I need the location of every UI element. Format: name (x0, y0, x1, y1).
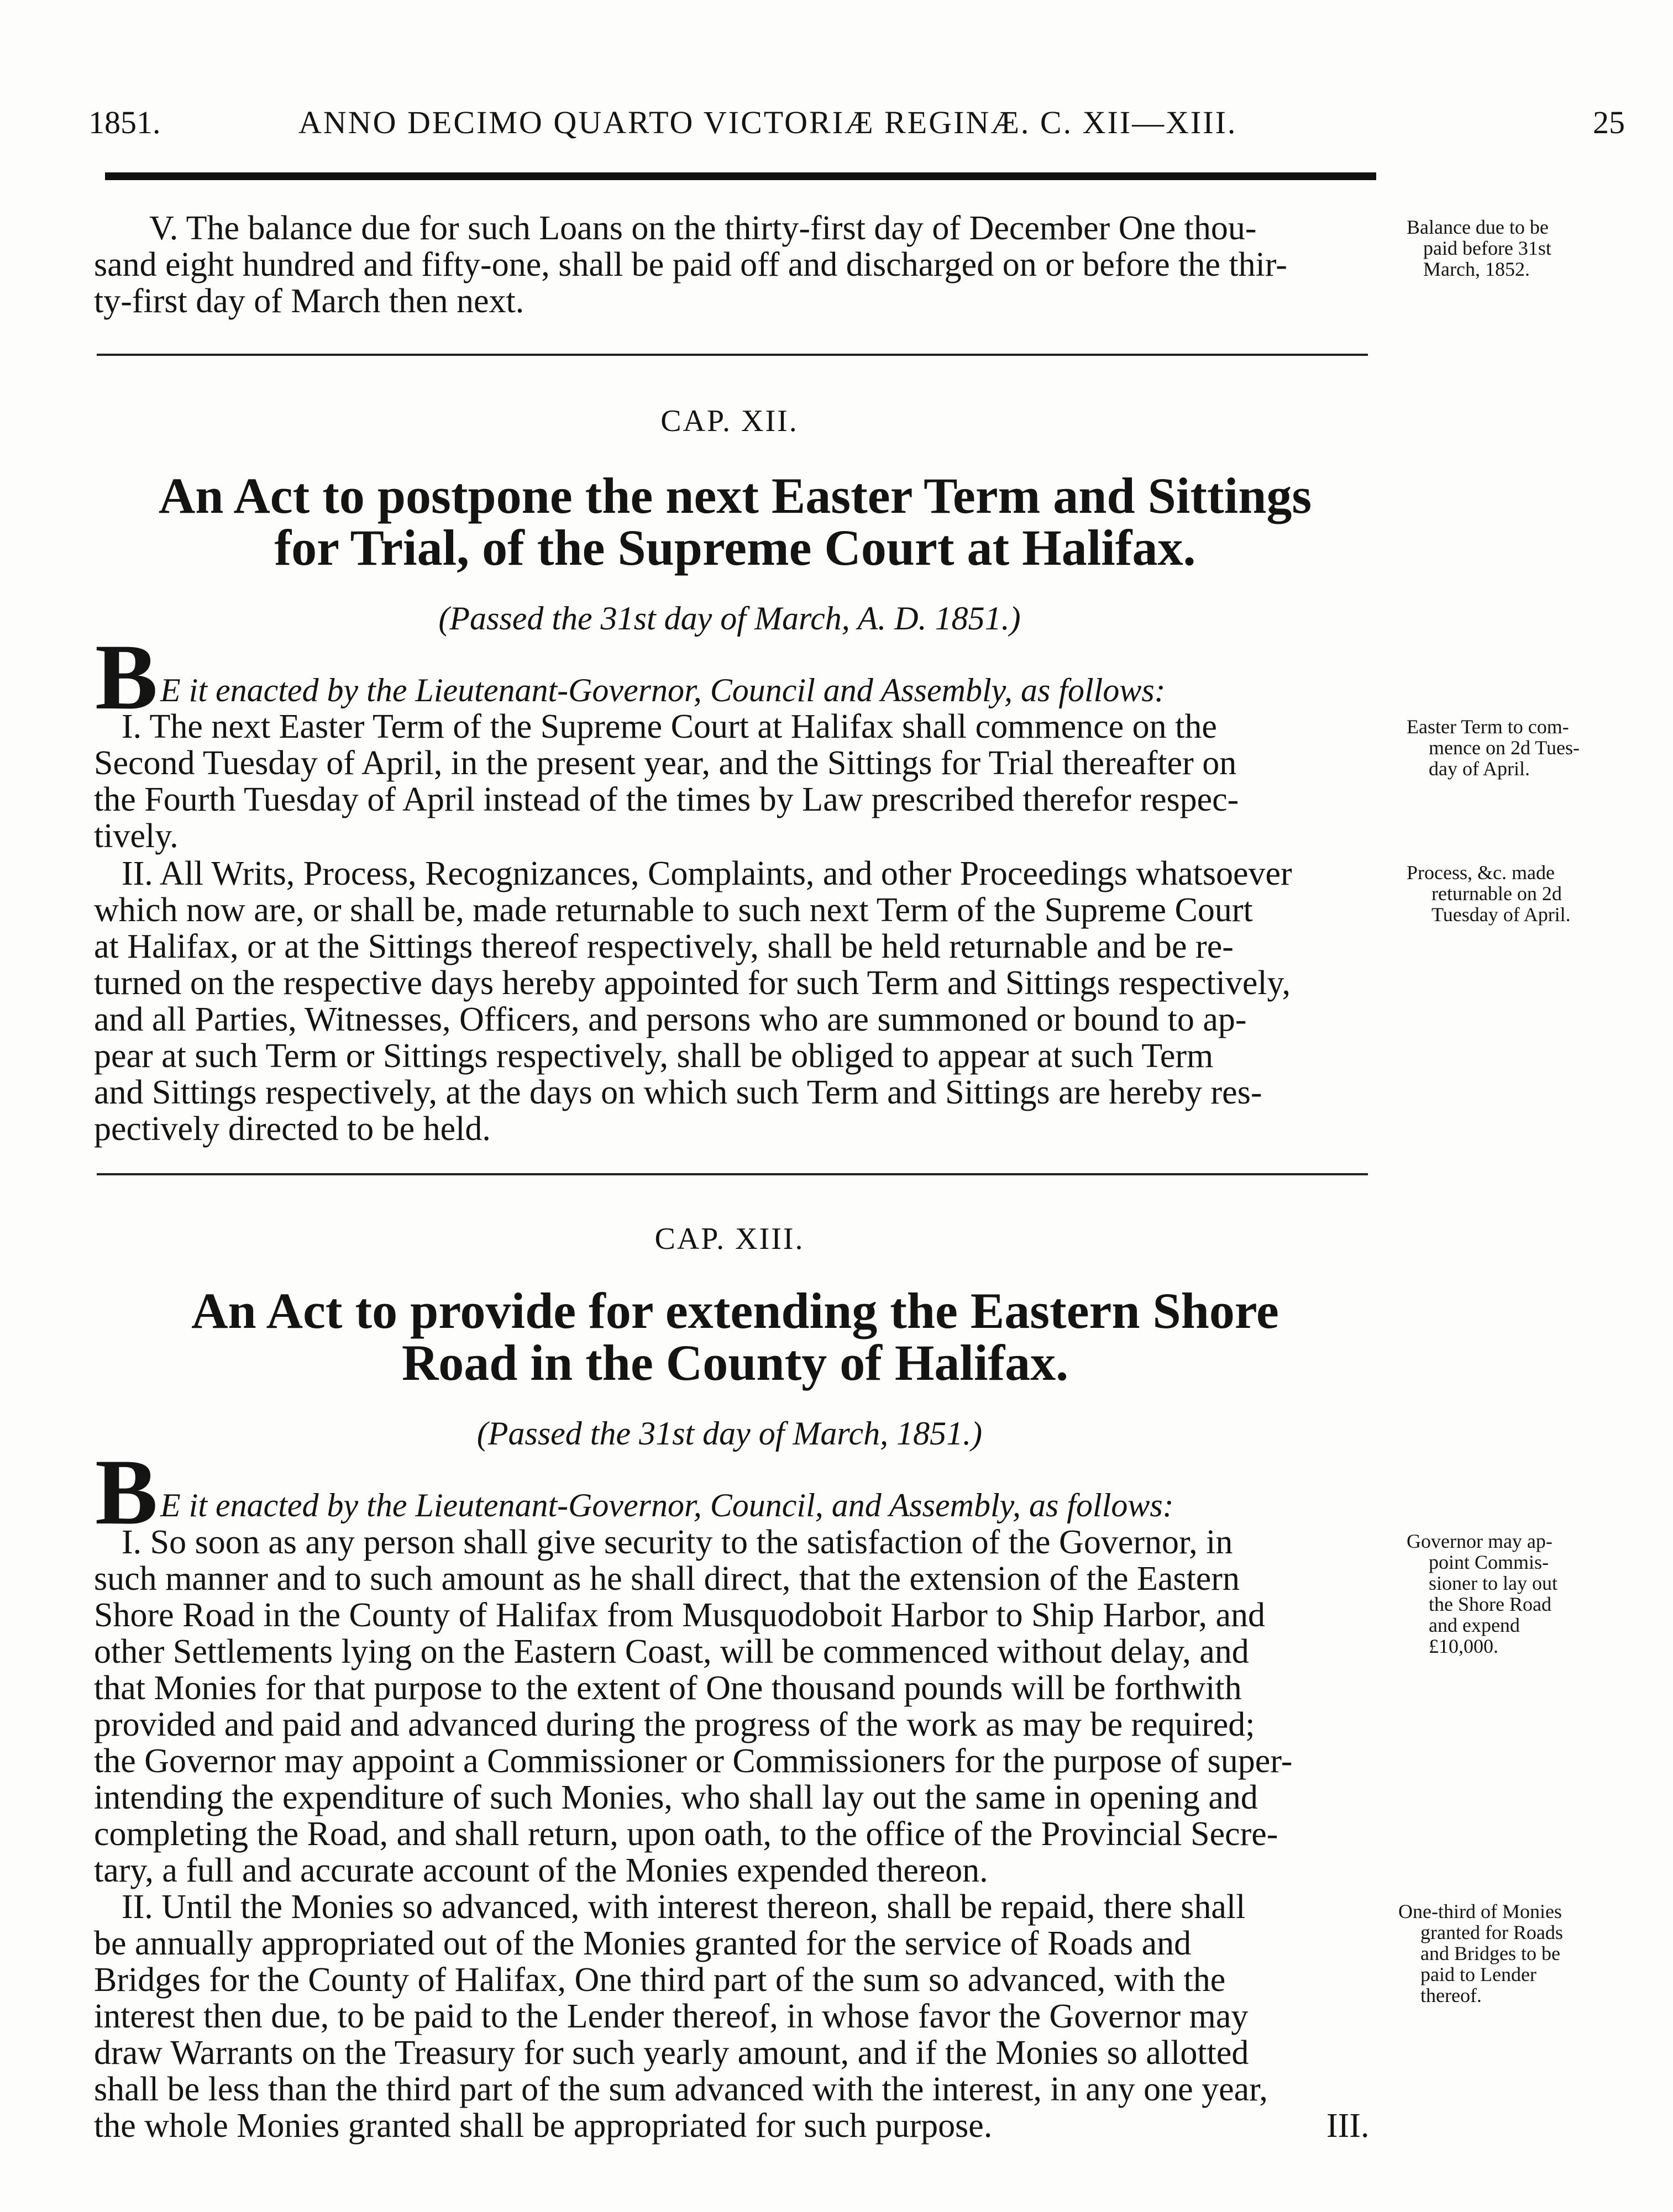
cap-13-heading: CAP. XIII. (654, 1222, 805, 1256)
cap-12-dropcap (95, 625, 158, 729)
text-line: turned on the respective days hereby appointed for such Term and Sittings respectively, (94, 964, 1291, 1002)
dropcap: B (95, 625, 158, 729)
title-line: An Act to provide for extending the Eastern Shore (191, 1283, 1279, 1339)
header-title: ANNO DECIMO QUARTO VICTORIÆ REGINÆ. C. XII—XIII. (298, 104, 1237, 140)
note-line: Easter Term to com- (1407, 716, 1569, 738)
cap-13-section-2 (94, 1889, 1365, 2144)
text-line: be annually appropriated out of the Monies granted for the service of Roads and (94, 1925, 1192, 1962)
text-line: and all Parties, Witnesses, Officers, and persons who are summoned or bound to ap- (94, 1001, 1247, 1038)
text-line: such manner and to such amount as he shall direct, that the extension of the Eastern (94, 1560, 1240, 1598)
note-line: and expend (1429, 1614, 1520, 1636)
note-line: Balance due to be (1407, 216, 1549, 238)
text-line: V. The balance due for such Loans on the thirty-first day of December One thou- (149, 209, 1257, 247)
note-line: thereof. (1420, 1984, 1482, 2006)
cap-12-title (83, 467, 1387, 576)
title-line: for Trial, of the Supreme Court at Halifax. (274, 519, 1196, 576)
text-line: I. So soon as any person shall give security to the satisfaction of the Governor, in (122, 1523, 1233, 1561)
text-line: tary, a full and accurate account of the Monies expended thereon. (94, 1852, 988, 1889)
note-line: granted for Roads (1420, 1921, 1563, 1943)
title-line: An Act to postpone the next Easter Term and Sittings (158, 467, 1312, 524)
cap-12-section-1 (94, 708, 1365, 854)
note-line: Governor may ap- (1407, 1530, 1553, 1552)
note-line: March, 1852. (1423, 258, 1530, 280)
text-line: Second Tuesday of April, in the present year, and the Sittings for Trial thereafter on (94, 744, 1237, 782)
page-number: 25 (1593, 104, 1625, 140)
text-line: pear at such Term or Sittings respectively, shall be obliged to appear at such Term (94, 1037, 1214, 1075)
text-line: completing the Road, and shall return, upon oath, to the office of the Provincial Secre- (94, 1815, 1278, 1853)
text-line: Bridges for the County of Halifax, One third part of the sum so advanced, with the (94, 1961, 1226, 1999)
text-line: provided and paid and advanced during the progress of the work as may be required; (94, 1706, 1255, 1743)
header-rule (105, 172, 1376, 180)
cap-12-enacting-clause (160, 671, 1321, 710)
text-line: and Sittings respectively, at the days on which such Term and Sittings are hereby res- (94, 1074, 1262, 1111)
note-line: day of April. (1429, 758, 1530, 780)
margin-note-governor (1407, 1531, 1639, 1657)
catchword: III. (1326, 2107, 1370, 2145)
text-line: ty-first day of March then next. (94, 282, 525, 320)
cap-13-passed: (Passed the 31st day of March, 1851.) (476, 1415, 983, 1452)
note-line: Process, &c. made (1407, 861, 1555, 884)
text-line: the whole Monies granted shall be appropriated for such purpose. (94, 2107, 993, 2145)
text-line: I. The next Easter Term of the Supreme Court at Halifax shall commence on the (122, 708, 1217, 745)
cap-13-dropcap (95, 1440, 158, 1544)
note-line: and Bridges to be (1420, 1942, 1560, 1964)
text-line: tively. (94, 817, 179, 855)
text-line: that Monies for that purpose to the extent of One thousand pounds will be forthwith (94, 1669, 1242, 1707)
running-header (88, 104, 1625, 154)
cap-12-heading: CAP. XII. (660, 404, 799, 438)
margin-note-one-third (1398, 1901, 1653, 2006)
text-line: shall be less than the third part of the sum advanced with the interest, in any one year, (94, 2071, 1268, 2108)
cap-13-enacting-clause (160, 1486, 1321, 1525)
text-line: interest then due, to be paid to the Lender thereof, in whose favor the Governor may (94, 1998, 1249, 2035)
note-line: mence on 2d Tues- (1429, 737, 1580, 759)
section-divider (97, 354, 1368, 356)
text-line: Shore Road in the County of Halifax from Musquodoboit Harbor to Ship Harbor, and (94, 1596, 1265, 1634)
enacting-text: E it enacted by the Lieutenant-Governor, Council, and Assembly, as follows: (160, 1487, 1174, 1523)
note-line: paid to Lender (1420, 1963, 1536, 1985)
text-line: the Governor may appoint a Commissioner or Commissioners for the purpose of super- (94, 1742, 1293, 1780)
enacting-text: E it enacted by the Lieutenant-Governor, Council and Assembly, as follows: (160, 672, 1166, 708)
text-line: II. Until the Monies so advanced, with interest thereon, shall be repaid, there shall (122, 1888, 1246, 1926)
text-line: sand eight hundred and fifty-one, shall be paid off and discharged on or before the thir- (94, 246, 1287, 283)
section-v-text (94, 210, 1365, 319)
margin-note-easter-term (1407, 716, 1644, 779)
dropcap: B (95, 1440, 158, 1544)
text-line: II. All Writs, Process, Recognizances, Complaints, and other Proceedings whatsoever (122, 855, 1292, 892)
header-year: 1851. (88, 104, 161, 140)
note-line: £10,000. (1429, 1635, 1498, 1657)
text-line: draw Warrants on the Treasury for such yearly amount, and if the Monies so allotted (94, 2034, 1249, 2072)
note-line: paid before 31st (1423, 237, 1551, 259)
margin-note-process (1407, 862, 1650, 925)
cap-13-title (83, 1285, 1387, 1389)
note-line: the Shore Road (1429, 1593, 1551, 1615)
text-line: at Halifax, or at the Sittings thereof respectively, shall be held returnable and be re- (94, 928, 1234, 965)
note-line: sioner to lay out (1429, 1572, 1557, 1594)
text-line: which now are, or shall be, made returnable to such next Term of the Supreme Court (94, 891, 1253, 929)
title-line: Road in the County of Halifax. (401, 1334, 1069, 1391)
cap-12-section-2 (94, 855, 1365, 1147)
text-line: the Fourth Tuesday of April instead of the times by Law prescribed therefor respec- (94, 781, 1239, 818)
text-line: intending the expenditure of such Monies, who shall lay out the same in opening and (94, 1779, 1258, 1816)
cap-13-section-1 (94, 1524, 1365, 1889)
note-line: returnable on 2d (1431, 882, 1562, 905)
section-divider (97, 1173, 1368, 1175)
note-line: One-third of Monies (1398, 1900, 1562, 1922)
note-line: Tuesday of April. (1431, 903, 1571, 926)
text-line: other Settlements lying on the Eastern Coast, will be commenced without delay, and (94, 1633, 1249, 1670)
note-line: point Commis- (1429, 1551, 1549, 1573)
margin-note-balance (1407, 217, 1639, 280)
cap-12-passed: (Passed the 31st day of March, A. D. 1851.) (438, 600, 1021, 637)
text-line: pectively directed to be held. (94, 1110, 491, 1148)
